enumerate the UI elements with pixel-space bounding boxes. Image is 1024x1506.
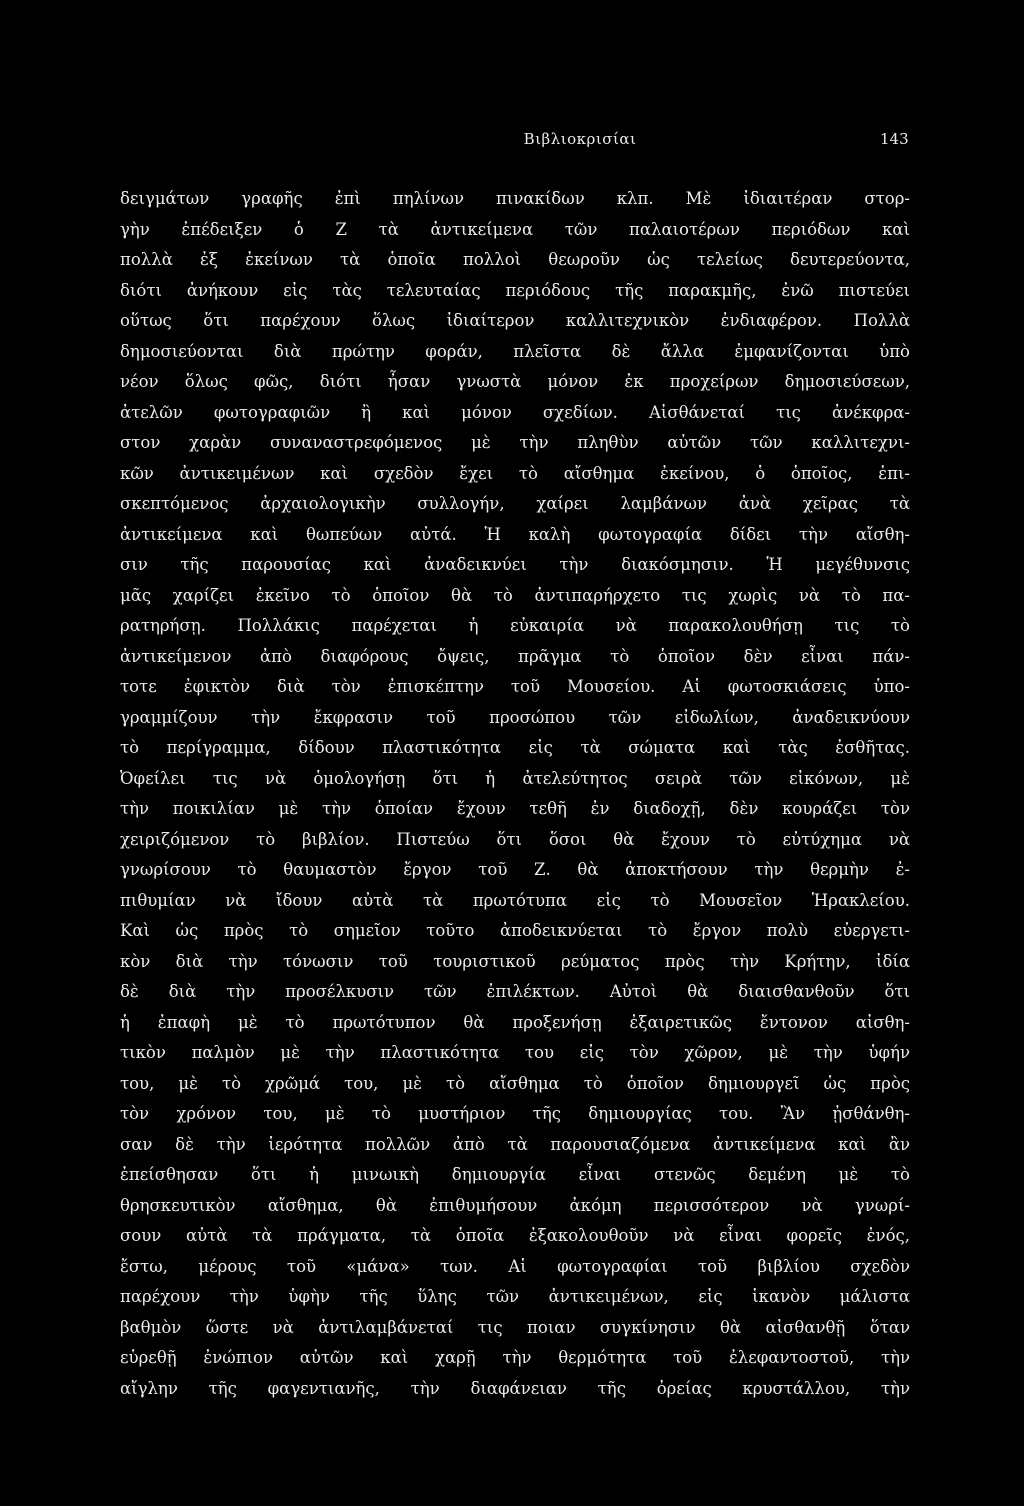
text-line: ρατηρήσῃ. Πολλάκις παρέχεται ἡ εὐκαιρία νὰ παρακολουθήσῃ τις τὸ (120, 616, 910, 635)
text-line: Ὀφείλει τις νὰ ὁμολογήσῃ ὅτι ἡ ἀτελεύτητος σειρὰ τῶν εἰκόνων, μὲ (120, 768, 910, 788)
text-line: κῶν ἀντικειμένων καὶ σχεδὸν ἔχει τὸ αἴσθημα ἐκείνου, ὁ ὁποῖος, ἐπι- (120, 463, 910, 483)
text-line: του, μὲ τὸ χρῶμά του, μὲ τὸ αἴσθημα τὸ ὁποῖον δημιουργεῖ ὡς πρὸς (120, 1073, 910, 1093)
text-line: ἀντικείμενον ἀπὸ διαφόρους ὄψεις, πρᾶγμα τὸ ὁποῖον δὲν εἶναι πάν- (120, 646, 910, 666)
text-line: στον χαρὰν συναναστρεφόμενος μὲ τὴν πληθὺν αὐτῶν τῶν καλλιτεχνι- (120, 433, 910, 452)
text-line: ἀτελῶν φωτογραφιῶν ἢ καὶ μόνον σχεδίων. Αἰσθάνεταί τις ἀνέκφρα- (120, 402, 910, 422)
page-header (0, 130, 1024, 154)
text-line: σουν αὐτὰ τὰ πράγματα, τὰ ὁποῖα ἐξακολουθοῦν νὰ εἶναι φορεῖς ἑνός, (120, 1226, 910, 1245)
text-line: πολλὰ ἐξ ἐκείνων τὰ ὁποῖα πολλοὶ θεωροῦν ὡς τελείως δευτερεύοντα, (120, 250, 910, 269)
text-line: θρησκευτικὸν αἴσθημα, θὰ ἐπιθυμήσουν ἀκόμη περισσότερον νὰ γνωρί- (120, 1195, 910, 1215)
text-line: σκεπτόμενος ἀρχαιολογικὴν συλλογήν, χαίρει λαμβάνων ἀνὰ χεῖρας τὰ (120, 494, 910, 513)
text-line: σιν τῆς παρουσίας καὶ ἀναδεικνύει τὴν διακόσμησιν. Ἡ μεγέθυνσις (120, 555, 910, 574)
text-line: τὴν ποικιλίαν μὲ τὴν ὁποίαν ἔχουν τεθῆ ἐν διαδοχῇ, δὲν κουράζει τὸν (120, 799, 910, 818)
text-line: αἴγλην τῆς φαγεντιανῆς, τὴν διαφάνειαν τῆς ὀρείας κρυστάλλου, τὴν (120, 1378, 910, 1398)
text-line: χειριζόμενον τὸ βιβλίον. Πιστεύω ὅτι ὅσοι θὰ ἔχουν τὸ εὐτύχημα νὰ (120, 829, 910, 849)
text-line: ἐπείσθησαν ὅτι ἡ μινωικὴ δημιουργία εἶναι στενῶς δεμένη μὲ τὸ (120, 1165, 910, 1184)
text-line: νέον ὅλως φῶς, διότι ἦσαν γνωστὰ μόνον ἐκ προχείρων δημοσιεύσεων, (120, 372, 910, 391)
text-line: γραμμίζουν τὴν ἔκφρασιν τοῦ προσώπου τῶν εἰδωλίων, ἀναδεικνύουν (120, 707, 910, 727)
text-line: παρέχουν τὴν ὑφὴν τῆς ὕλης τῶν ἀντικειμένων, εἰς ἱκανὸν μάλιστα (120, 1287, 910, 1306)
text-line: τὸ περίγραμμα, δίδουν πλαστικότητα εἰς τὰ σώματα καὶ τὰς ἐσθῆτας. (120, 738, 910, 757)
page-number: 143 (880, 130, 909, 148)
text-line: δημοσιεύονται διὰ πρώτην φοράν, πλεῖστα δὲ ἄλλα ἐμφανίζονται ὑπὸ (120, 341, 910, 361)
text-line: τικὸν παλμὸν μὲ τὴν πλαστικότητα του εἰς τὸν χῶρον, μὲ τὴν ὑφήν (120, 1043, 910, 1062)
text-line: ἀντικείμενα καὶ θωπεύων αὐτά. Ἡ καλὴ φωτογραφία δίδει τὴν αἴσθη- (120, 524, 910, 544)
text-line: μᾶς χαρίζει ἐκεῖνο τὸ ὁποῖον θὰ τὸ ἀντιπαρήρχετο τις χωρὶς νὰ τὸ πα- (120, 585, 910, 605)
text-line: οὕτως ὅτι παρέχουν ὅλως ἰδιαίτερον καλλιτεχνικὸν ἐνδιαφέρον. Πολλὰ (120, 311, 910, 330)
text-line: βαθμὸν ὥστε νὰ ἀντιλαμβάνεταί τις ποιαν συγκίνησιν θὰ αἰσθανθῇ ὅταν (120, 1317, 910, 1337)
text-line: Καὶ ὡς πρὸς τὸ σημεῖον τοῦτο ἀποδεικνύεται τὸ ἔργον πολὺ εὐεργετι- (120, 921, 910, 940)
body-paragraph (120, 184, 910, 1404)
text-line: δειγμάτων γραφῆς ἐπὶ πηλίνων πινακίδων κλπ. Μὲ ἰδιαιτέραν στορ- (120, 189, 910, 208)
text-line: δὲ διὰ τὴν προσέλκυσιν τῶν ἐπιλέκτων. Αὐτοὶ θὰ διαισθανθοῦν ὅτι (120, 982, 910, 1001)
text-line: εὑρεθῇ ἐνώπιον αὐτῶν καὶ χαρῇ τὴν θερμότητα τοῦ ἐλεφαντοστοῦ, τὴν (120, 1348, 910, 1367)
text-line: κὸν διὰ τὴν τόνωσιν τοῦ τουριστικοῦ ρεύματος πρὸς τὴν Κρήτην, ἰδία (120, 951, 910, 971)
text-line: γνωρίσουν τὸ θαυμαστὸν ἔργον τοῦ Ζ. θὰ ἀποκτήσουν τὴν θερμὴν ἐ- (120, 860, 910, 879)
text-line: ἡ ἐπαφὴ μὲ τὸ πρωτότυπον θὰ προξενήσῃ ἐξαιρετικῶς ἔντονον αἰσθη- (120, 1012, 910, 1032)
text-line: τὸν χρόνον του, μὲ τὸ μυστήριον τῆς δημιουργίας του. Ἂν ᾐσθάνθη- (120, 1104, 910, 1123)
text-line: γὴν ἐπέδειξεν ὁ Ζ τὰ ἀντικείμενα τῶν παλαιοτέρων περιόδων καὶ (120, 219, 910, 239)
text-line: διότι ἀνήκουν εἰς τὰς τελευταίας περιόδους τῆς παρακμῆς, ἐνῶ πιστεύει (120, 280, 910, 300)
text-line: τοτε ἐφικτὸν διὰ τὸν ἐπισκέπτην τοῦ Μουσείου. Αἱ φωτοσκιάσεις ὑπο- (120, 677, 910, 696)
running-title: Βιβλιοκρισίαι (523, 130, 637, 148)
text-line: ἔστω, μέρους τοῦ «μάνα» των. Αἱ φωτογραφίαι τοῦ βιβλίου σχεδὸν (120, 1256, 910, 1276)
text-line: πιθυμίαν νὰ ἴδουν αὐτὰ τὰ πρωτότυπα εἰς τὸ Μουσεῖον Ἡρακλείου. (120, 890, 910, 910)
text-line: σαν δὲ τὴν ἱερότητα πολλῶν ἀπὸ τὰ παρουσιαζόμενα ἀντικείμενα καὶ ἂν (120, 1134, 910, 1154)
